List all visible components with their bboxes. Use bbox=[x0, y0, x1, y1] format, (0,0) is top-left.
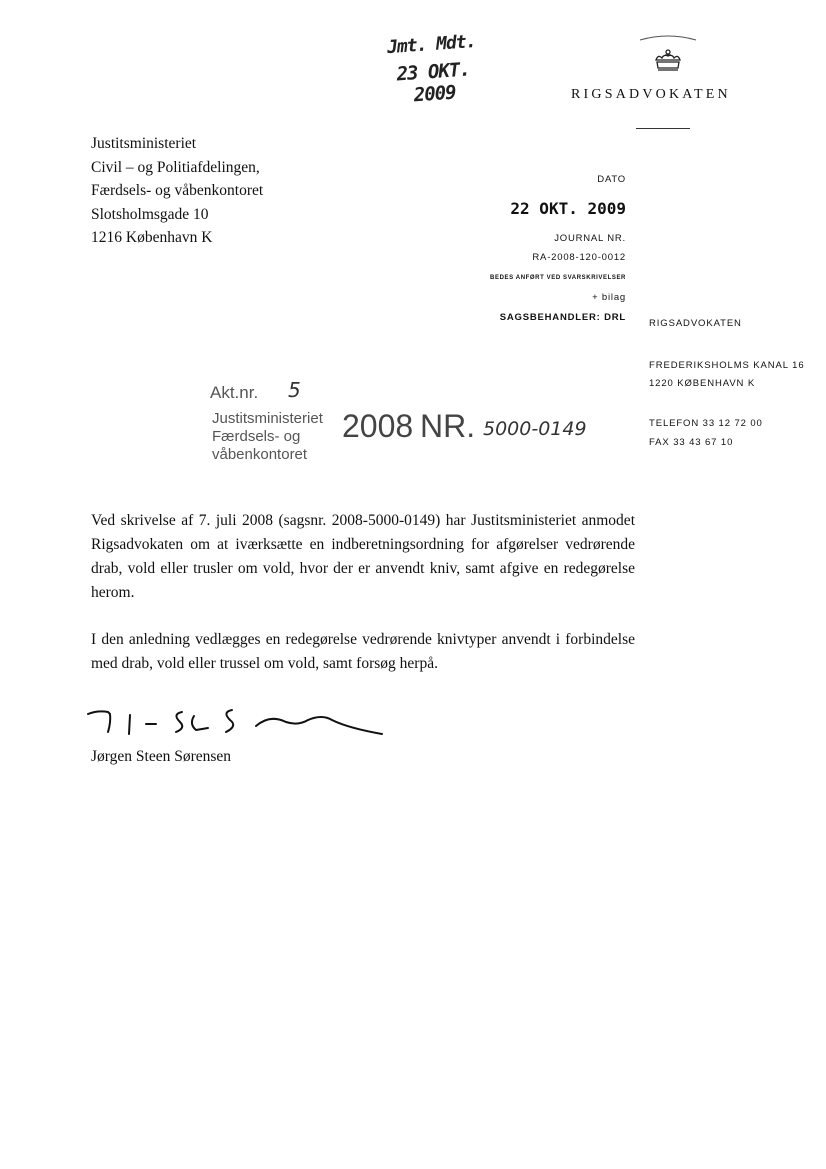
received-stamp-label: Jmt. Mdt. bbox=[386, 30, 477, 59]
signer-name: Jørgen Steen Sørensen bbox=[91, 748, 232, 765]
recipient-line: 1216 København K bbox=[91, 229, 213, 246]
sender-street: FREDERIKSHOLMS KANAL 16 bbox=[649, 360, 805, 371]
recipient-line: Slotsholmsgade 10 bbox=[91, 205, 209, 223]
sender-fax: FAX 33 43 67 10 bbox=[649, 437, 734, 448]
crown-icon bbox=[638, 30, 698, 80]
stamp-year: 2008 bbox=[342, 408, 414, 444]
body-paragraph-1: Ved skrivelse af 7. juli 2008 (sagsnr. 2008-5000-0149) har Justitsministeriet anmodet Rigsadvokaten om at iværksætte en indberetningsordning for afgørelser vedrørende drab, vold eller trusler om vold, hvor der er anvendt kniv, samt afgive en redegørelse herom. bbox=[91, 512, 635, 601]
date-value: 22 OKT. 2009 bbox=[510, 199, 626, 218]
journal-note: BEDES ANFØRT VED SVARSKRIVELSER bbox=[490, 275, 626, 281]
recipient-line: Færdsels- og våbenkontoret bbox=[91, 182, 264, 199]
akt-number: 5 bbox=[288, 378, 301, 402]
sender-name: RIGSADVOKATEN bbox=[649, 318, 742, 329]
journal-label: JOURNAL NR. bbox=[554, 233, 626, 244]
received-stamp-date: 23 OKT. 2009 bbox=[395, 58, 471, 107]
stamp-department-line: Justitsministeriet bbox=[212, 410, 323, 427]
journal-value: RA-2008-120-0012 bbox=[532, 252, 626, 263]
stamp-department-line: våbenkontoret bbox=[212, 446, 308, 463]
handwritten-signature bbox=[86, 700, 386, 742]
date-label: DATO bbox=[597, 174, 626, 185]
case-handler: SAGSBEHANDLER: DRL bbox=[499, 312, 626, 323]
recipient-address bbox=[91, 132, 263, 250]
brand-name: RIGSADVOKATEN bbox=[571, 87, 731, 102]
stamp-case-number: 5000-0149 bbox=[483, 418, 587, 440]
attachment-note: + bilag bbox=[592, 292, 626, 303]
akt-label: Akt.nr. bbox=[210, 383, 259, 402]
stamp-department-line: Færdsels- og bbox=[212, 428, 301, 445]
brand-divider bbox=[636, 128, 690, 129]
received-stamp bbox=[376, 30, 491, 109]
sender-phone: TELEFON 33 12 72 00 bbox=[649, 418, 763, 429]
recipient-line: Justitsministeriet bbox=[91, 135, 197, 152]
stamp-department bbox=[212, 410, 323, 464]
body-paragraph-2: I den anledning vedlægges en redegørelse vedrørende knivtyper anvendt i forbindelse med drab, vold eller trussel om vold, samt forsøg herpå. bbox=[91, 631, 635, 672]
stamp-nr: NR. bbox=[420, 408, 476, 444]
recipient-line: Civil – og Politiafdelingen, bbox=[91, 158, 260, 176]
sender-city: 1220 KØBENHAVN K bbox=[649, 378, 756, 389]
